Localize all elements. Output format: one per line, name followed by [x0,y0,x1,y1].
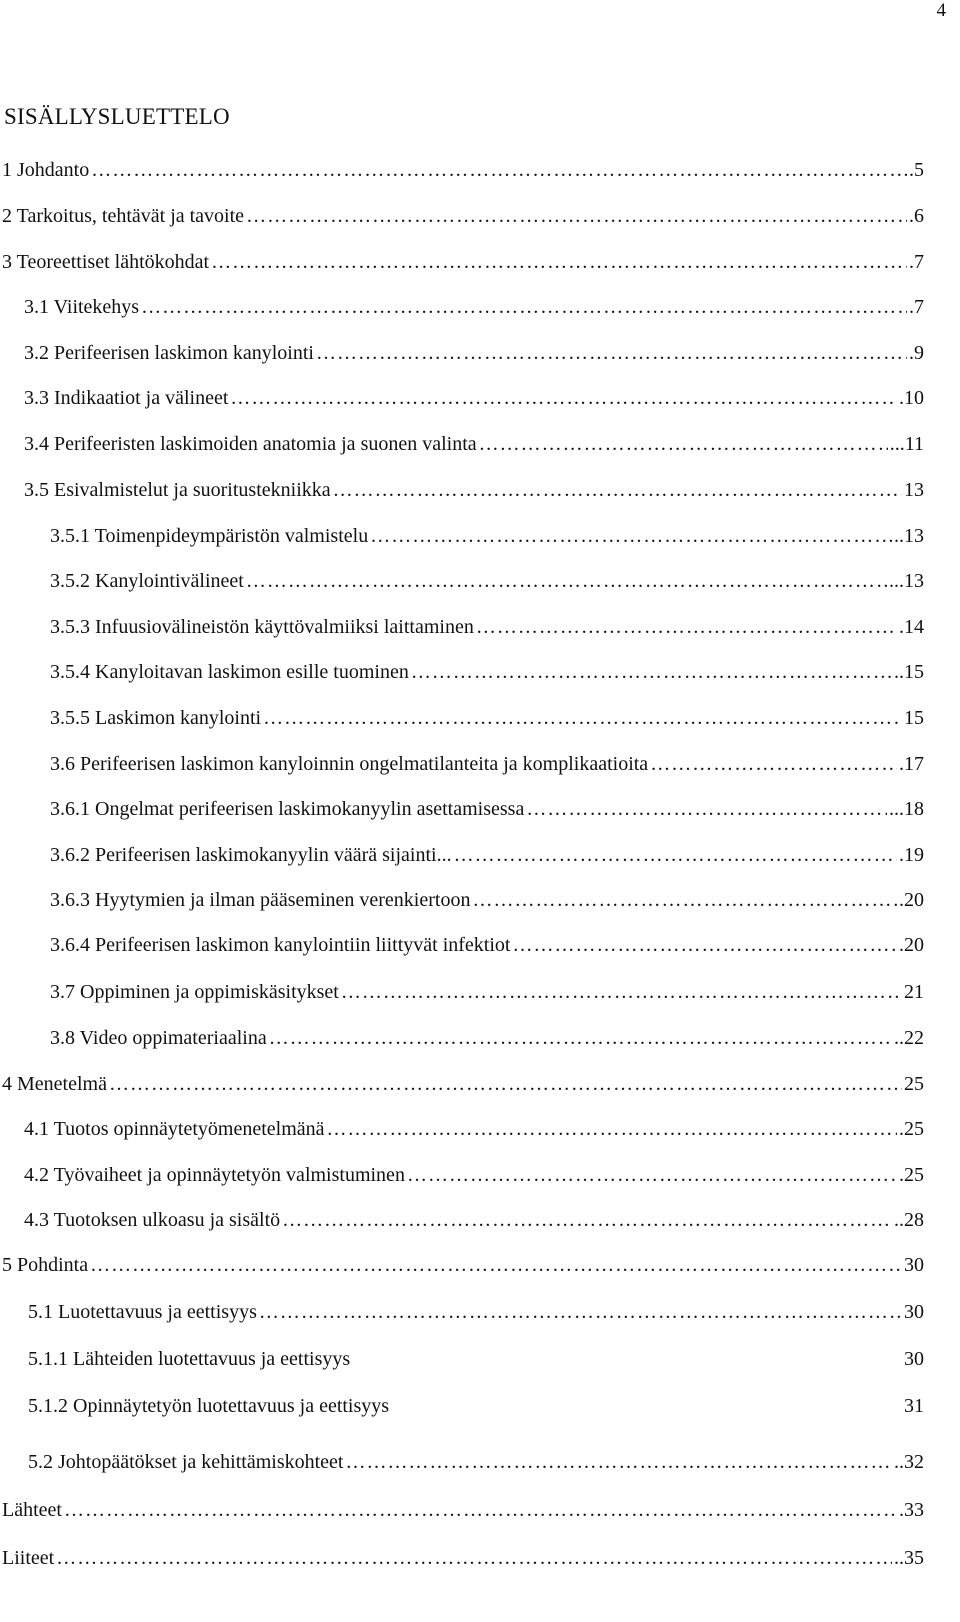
toc-entry [0,1208,924,1232]
toc-entry [0,706,924,730]
toc-entry-page: .25 [899,1164,924,1186]
toc-entry-page: ...18 [889,798,924,820]
toc-entry-label: 3.1 Viitekehys [24,296,140,318]
toc-entry-label: 3.2 Perifeerisen laskimon kanylointi [24,342,314,364]
toc-leader [327,1117,897,1141]
toc-entry [0,1498,924,1522]
toc-entry [0,478,924,502]
toc-leader [526,797,887,821]
toc-title: SISÄLLYSLUETTELO [4,104,230,129]
toc-entry-page: ..22 [894,1027,924,1049]
toc-entry-page: ...13 [889,570,924,592]
page-number: 4 [936,0,946,21]
toc-entry [0,752,924,776]
toc-entry-label: Liiteet [2,1547,55,1569]
toc-entry-label: 3.6.4 Perifeerisen laskimon kanylointiin liittyvät infektiot [50,934,511,956]
toc-entry-label: 4.2 Työvaiheet ja opinnäytetyön valmistuminen [24,1164,405,1186]
toc-entry-page: 30 [904,1254,924,1276]
toc-leader [316,341,907,365]
toc-entry-page: .19 [899,844,924,866]
toc-entry-label: 3.5 Esivalmistelut ja suoritustekniikka [24,479,331,501]
toc-entry [0,843,924,867]
toc-leader [476,615,897,639]
toc-entry [0,1450,924,1474]
toc-entry [0,1163,924,1187]
toc-entry-label: 3.3 Indikaatiot ja välineet [24,387,229,409]
toc-entry-page: .17 [899,753,924,775]
toc-entry-page: .33 [899,1499,924,1521]
toc-entry-page: 31 [904,1395,924,1417]
toc-entry-page: ...11 [889,433,924,455]
toc-leader [370,524,892,548]
toc-entry-label: 4.1 Tuotos opinnäytetyömenetelmänä [24,1118,325,1140]
toc-leader [650,752,897,776]
toc-entry [0,933,924,957]
toc-leader [472,888,897,912]
toc-entry-page: .7 [909,251,924,273]
toc-leader [269,1026,892,1050]
toc-leader [246,569,887,593]
toc-leader [282,1208,892,1232]
toc-entry-label: 5.1.1 Lähteiden luotettavuus ja eettisyys [28,1348,351,1370]
toc-leader [454,843,897,867]
toc-entry-page: .6 [909,205,924,227]
toc-entry-page: ..13 [894,525,924,547]
toc-entry [0,615,924,639]
toc-entry [0,1300,924,1324]
toc-entry-label: 3.5.1 Toimenpideympäristön valmistelu [50,525,369,547]
toc-entry-label: 3.6.1 Ongelmat perifeerisen laskimokanyylin asettamisessa [50,798,525,820]
toc-entry-label: 3.7 Oppiminen ja oppimiskäsitykset [50,981,339,1003]
toc-entry [0,432,924,456]
toc-entry-page: .20 [899,889,924,911]
toc-entry-page: .5 [909,159,924,181]
toc-entry-label: 3.8 Video oppimateriaalina [50,1027,267,1049]
toc-entry-label: 3.6.3 Hyytymien ja ilman pääseminen verenkiertoon [50,889,471,911]
toc-entry-page: .10 [899,387,924,409]
toc-entry-page: 30 [904,1348,924,1370]
toc-leader [333,478,902,502]
toc-leader [211,250,907,274]
toc-leader [407,1163,897,1187]
toc-entry-page: ..32 [894,1451,924,1473]
toc-leader [230,386,897,410]
toc-entry [0,1546,924,1570]
toc-leader [56,1546,892,1570]
toc-entry-page: ..35 [894,1547,924,1569]
toc-entry [0,1026,924,1050]
toc-entry [0,204,924,228]
toc-leader [109,1072,902,1096]
toc-leader [512,933,897,957]
toc-leader [64,1498,897,1522]
toc-entry [0,1394,924,1418]
toc-entry-label: 4 Menetelmä [2,1073,107,1095]
toc-entry-page: 21 [904,981,924,1003]
toc-entry [0,1117,924,1141]
toc-leader [263,706,902,730]
toc-entry-label: 5.1.2 Opinnäytetyön luotettavuus ja eettisyys [28,1395,390,1417]
toc-entry [0,295,924,319]
toc-leader [479,432,888,456]
toc-leader [346,1450,893,1474]
toc-entry-page: ..28 [894,1209,924,1231]
toc-entry-page: .14 [899,616,924,638]
toc-entry-label: 3.5.3 Infuusiovälineistön käyttövalmiiksi laittaminen [50,616,474,638]
toc-entry [0,524,924,548]
toc-entry-label: 2 Tarkoitus, tehtävät ja tavoite [2,205,245,227]
toc-entry-label: Lähteet [2,1499,62,1521]
toc-entry-page: .25 [899,1118,924,1140]
toc-entry-page: ..15 [894,661,924,683]
toc-entry-page: 30 [904,1301,924,1323]
toc-entry-label: 3.5.5 Laskimon kanylointi [50,707,262,729]
toc-entry [0,1347,924,1371]
toc-entry-page: .7 [909,296,924,318]
toc-entry-label: 1 Johdanto [2,159,90,181]
toc-leader [90,1253,902,1277]
toc-entry-label: 3.6 Perifeerisen laskimon kanyloinnin ongelmatilanteita ja komplikaatioita [50,753,649,775]
toc-entry-label: 4.3 Tuotoksen ulkoasu ja sisältö [24,1209,281,1231]
toc-entry-label: 5.2 Johtopäätökset ja kehittämiskohteet [28,1451,344,1473]
toc-entry [0,980,924,1004]
toc-entry [0,797,924,821]
toc-entry [0,1253,924,1277]
toc-leader [411,660,892,684]
toc-entry [0,158,924,182]
toc-entry-label: 5.1 Luotettavuus ja eettisyys [28,1301,257,1323]
toc-entry-page: .20 [899,934,924,956]
toc-entry-label: 5 Pohdinta [2,1254,89,1276]
toc-entry-label: 3.5.2 Kanylointivälineet [50,570,244,592]
toc-leader [246,204,907,228]
toc-entry-label: 3.5.4 Kanyloitavan laskimon esille tuominen [50,661,409,683]
toc-leader [341,980,902,1004]
toc-entry-label: 3 Teoreettiset lähtökohdat [2,251,210,273]
toc-entry-page: 13 [904,479,924,501]
toc-leader [259,1300,902,1324]
toc-entry-page: 25 [904,1073,924,1095]
toc-entry-label: 3.6.2 Perifeerisen laskimokanyylin väärä sijainti... [50,844,452,866]
toc-entry-label: 3.4 Perifeeristen laskimoiden anatomia ja suonen valinta [24,433,477,455]
toc-entry-page: .9 [909,342,924,364]
toc-leader [141,295,907,319]
toc-entry [0,660,924,684]
toc-entry-page: 15 [904,707,924,729]
toc-entry [0,1072,924,1096]
toc-entry [0,250,924,274]
toc-entry [0,386,924,410]
toc-entry [0,569,924,593]
toc-leader [91,158,907,182]
toc-entry [0,888,924,912]
toc-entry [0,341,924,365]
